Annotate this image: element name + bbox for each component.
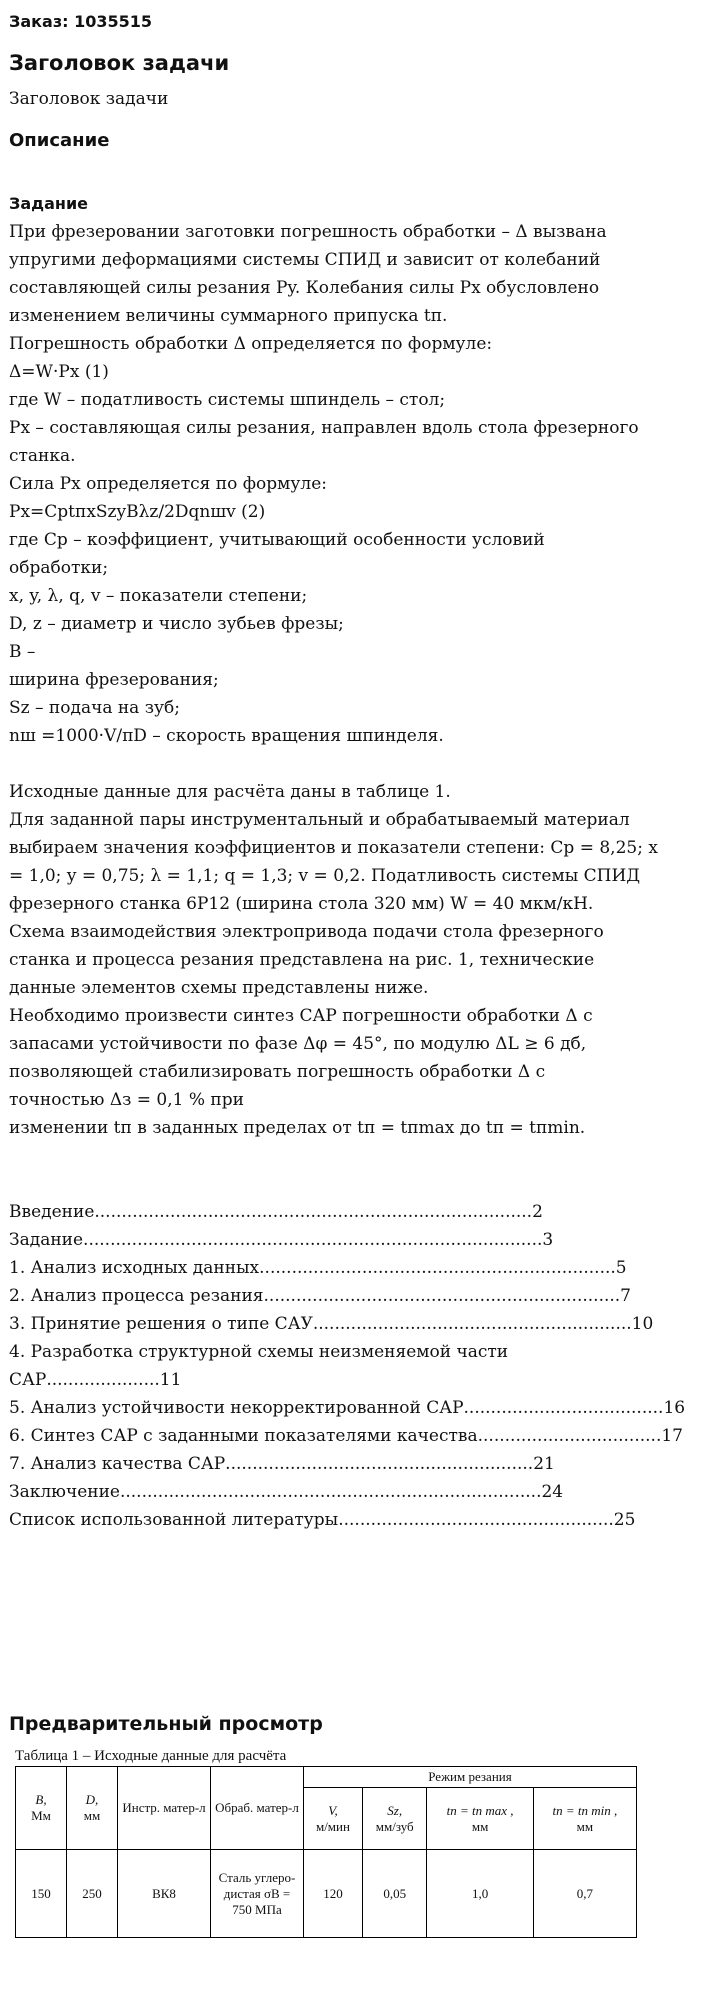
toc-item: 1. Анализ исходных данных..................................................................5 xyxy=(9,1258,627,1278)
task-section xyxy=(9,190,692,1142)
toc-item: САР.....................11 xyxy=(9,1370,182,1390)
col-tmin-header: tп = tп min , мм xyxy=(533,1788,636,1850)
cell-tmin: 0,7 xyxy=(533,1850,636,1938)
toc-item: 6. Синтез САР с заданными показателями качества..................................17 xyxy=(9,1426,683,1446)
order-number: Заказ: 1035515 xyxy=(9,12,153,31)
cell-v: 120 xyxy=(304,1850,363,1938)
task-line: Δ=W·Px (1) xyxy=(9,362,109,382)
task-line: Необходимо произвести синтез САР погрешности обработки Δ с xyxy=(9,1006,593,1026)
task-line: Сила Px определяется по формуле: xyxy=(9,474,327,494)
task-line xyxy=(9,750,692,778)
task-line: B – xyxy=(9,642,36,662)
task-line: упругими деформациями системы СПИД и зависит от колебаний xyxy=(9,250,601,270)
col-obr-header: Обраб. матер-л xyxy=(211,1767,304,1850)
task-line: Для заданной пары инструментальный и обрабатываемый материал xyxy=(9,810,630,830)
toc-item: 2. Анализ процесса резания..................................................................7 xyxy=(9,1286,631,1306)
cell-sz: 0,05 xyxy=(362,1850,427,1938)
task-line: nш =1000·V/πD – скорость вращения шпинделя. xyxy=(9,726,444,746)
cell-tmax: 1,0 xyxy=(427,1850,533,1938)
task-line: изменением величины суммарного припуска tп. xyxy=(9,306,448,326)
task-line: ширина фрезерования; xyxy=(9,670,219,690)
col-d-header: D, мм xyxy=(67,1767,118,1850)
cutting-mode-header: Режим резания xyxy=(304,1767,637,1788)
task-line: x, y, λ, q, v – показатели степени; xyxy=(9,586,308,606)
col-instr-header: Инстр. матер-л xyxy=(118,1767,211,1850)
task-line: фрезерного станка 6Р12 (ширина стола 320 мм) W = 40 мкм/кН. xyxy=(9,894,594,914)
cell-b: 150 xyxy=(16,1850,67,1938)
description-heading: Описание xyxy=(9,130,110,151)
page-subtitle: Заголовок задачи xyxy=(9,89,169,109)
task-line: D, z – диаметр и число зубьев фрезы; xyxy=(9,614,344,634)
task-line: станка и процесса резания представлена на рис. 1, технические xyxy=(9,950,595,970)
cell-instr: ВК8 xyxy=(118,1850,211,1938)
task-line: точностью Δз = 0,1 % при xyxy=(9,1090,244,1110)
toc-item: Задание.....................................................................................3 xyxy=(9,1230,554,1250)
task-label: Задание xyxy=(9,194,88,213)
task-line: Погрешность обработки Δ определяется по формуле: xyxy=(9,334,493,354)
col-b-header: B, Мм xyxy=(16,1767,67,1850)
col-v-header: V, м/мин xyxy=(304,1788,363,1850)
task-line: Схема взаимодействия электропривода подачи стола фрезерного xyxy=(9,922,604,942)
task-line: станка. xyxy=(9,446,76,466)
col-tmax-header: tп = tп max , мм xyxy=(427,1788,533,1850)
toc-item: 7. Анализ качества САР.........................................................21 xyxy=(9,1454,555,1474)
toc-item: 3. Принятие решения о типе САУ...........................................................10 xyxy=(9,1314,654,1334)
table-caption: Таблица 1 – Исходные данные для расчёта xyxy=(15,1748,287,1764)
task-line: Исходные данные для расчёта даны в таблице 1. xyxy=(9,782,451,802)
toc-item: 4. Разработка структурной схемы неизменяемой части xyxy=(9,1342,509,1362)
col-sz-header: Sz, мм/зуб xyxy=(362,1788,427,1850)
task-line: изменении tп в заданных пределах от tп = tпmax до tп = tпmin. xyxy=(9,1118,586,1138)
source-data-table xyxy=(15,1766,637,1938)
task-line: составляющей силы резания Py. Колебания силы Px обусловлено xyxy=(9,278,600,298)
task-line: запасами устойчивости по фазе Δφ = 45°, по модулю ΔL ≥ 6 дб, xyxy=(9,1034,587,1054)
task-line: Px=CptпxSzyBλz/2Dqnшv (2) xyxy=(9,502,266,522)
toc-item: Список использованной литературы...................................................25 xyxy=(9,1510,636,1530)
task-body xyxy=(9,218,692,1142)
toc-item: 5. Анализ устойчивости некорректированной САР.....................................16 xyxy=(9,1398,686,1418)
table-row xyxy=(16,1850,637,1938)
table-of-contents xyxy=(9,1198,692,1534)
cell-obr: Сталь углеро-дистая σВ = 750 МПа xyxy=(211,1850,304,1938)
page-title: Заголовок задачи xyxy=(9,51,230,75)
task-line: обработки; xyxy=(9,558,109,578)
task-line: = 1,0; y = 0,75; λ = 1,1; q = 1,3; v = 0,2. Податливость системы СПИД xyxy=(9,866,641,886)
toc-item: Заключение..............................................................................24 xyxy=(9,1482,564,1502)
toc-item: Введение.................................................................................2 xyxy=(9,1202,543,1222)
cell-d: 250 xyxy=(67,1850,118,1938)
preview-heading: Предварительный просмотр xyxy=(9,1713,323,1735)
task-line: выбираем значения коэффициентов и показатели степени: Cp = 8,25; x xyxy=(9,838,658,858)
task-line: Px – составляющая силы резания, направлен вдоль стола фрезерного xyxy=(9,418,639,438)
task-line: При фрезеровании заготовки погрешность обработки – Δ вызвана xyxy=(9,222,607,242)
task-line: данные элементов схемы представлены ниже. xyxy=(9,978,429,998)
task-line: Sz – подача на зуб; xyxy=(9,698,180,718)
task-line: где Cp – коэффициент, учитывающий особенности условий xyxy=(9,530,545,550)
task-line: позволяющей стабилизировать погрешность обработки Δ с xyxy=(9,1062,546,1082)
task-line: где W – податливость системы шпиндель – стол; xyxy=(9,390,446,410)
